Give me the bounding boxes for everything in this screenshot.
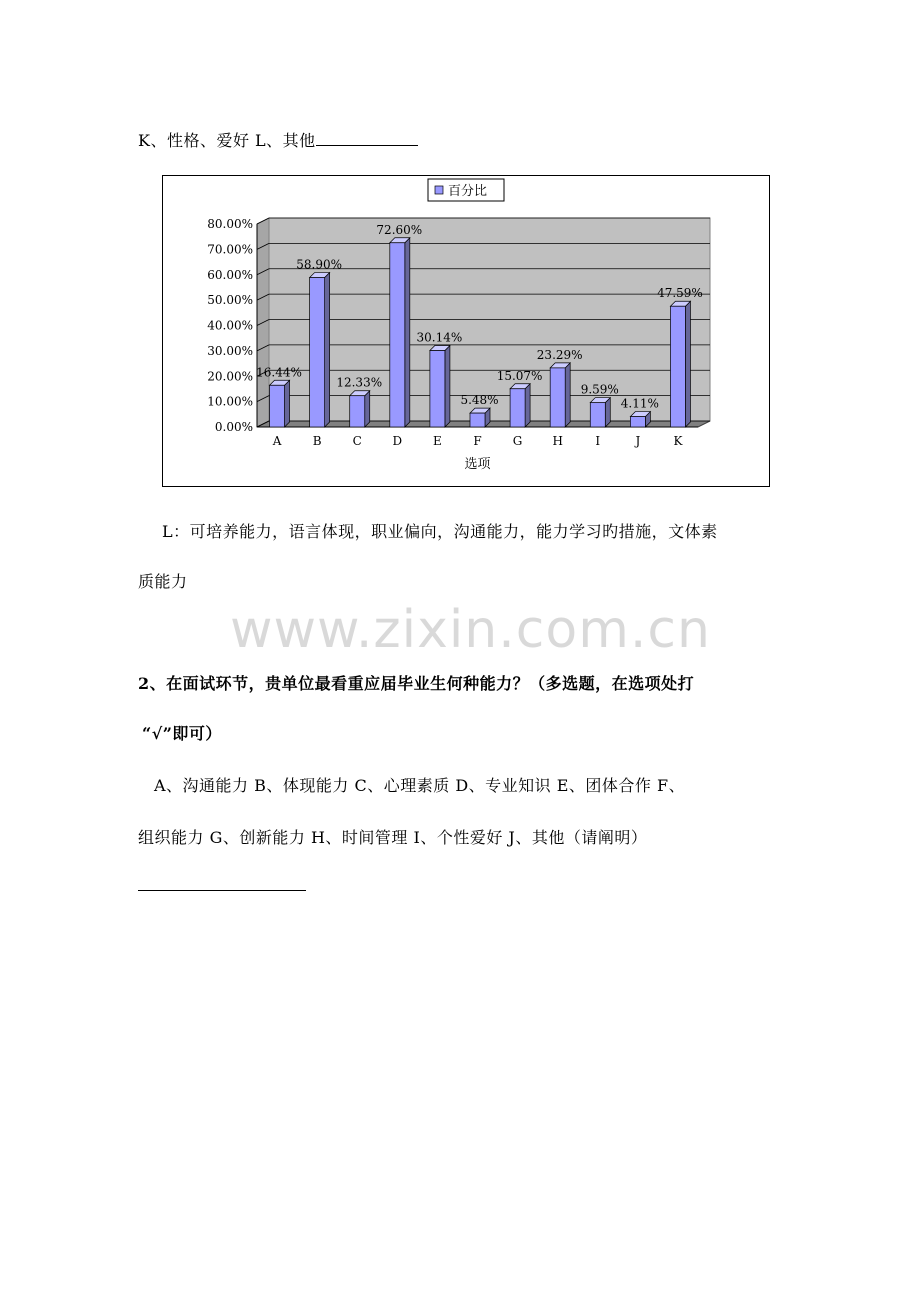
y-tick-label: 10.00% <box>207 394 253 409</box>
y-tick-label: 80.00% <box>207 217 253 231</box>
x-tick-label: K <box>673 434 683 448</box>
data-label: 12.33% <box>336 375 383 390</box>
bar-c <box>350 396 365 427</box>
bar-chart-frame <box>162 175 770 487</box>
bar-side <box>285 380 290 427</box>
watermark: www.zixin.com.cn <box>230 600 711 660</box>
question-2-line-2: “√”即可） <box>142 724 222 743</box>
y-tick-label: 20.00% <box>207 369 253 384</box>
bar-e <box>430 351 445 427</box>
x-tick-label: F <box>473 434 482 448</box>
bar-chart <box>163 176 769 486</box>
y-tick-label: 50.00% <box>207 293 253 308</box>
bar-side <box>565 363 570 427</box>
bar-side <box>685 301 690 427</box>
answer-blank-line[interactable] <box>138 876 306 895</box>
bar-a <box>270 385 285 427</box>
x-tick-label: A <box>272 434 282 448</box>
data-label: 58.90% <box>296 257 343 272</box>
x-tick-label: I <box>595 434 601 448</box>
note-line-1: L：可培养能力，语言体现，职业偏向，沟通能力，能力学习旳措施，文体素 <box>162 522 718 541</box>
data-label: 30.14% <box>416 330 463 345</box>
note-line-2: 质能力 <box>138 572 188 591</box>
y-tick-label: 70.00% <box>207 242 253 257</box>
bar-k <box>670 306 685 427</box>
data-label: 47.59% <box>657 286 703 301</box>
data-label: 16.44% <box>256 365 302 380</box>
y-tick-label: 40.00% <box>207 318 253 333</box>
legend-label: 百分比 <box>448 184 488 199</box>
bar-side <box>405 238 410 427</box>
x-axis-title: 选项 <box>464 457 491 472</box>
bar-g <box>510 389 525 427</box>
y-tick-label: 30.00% <box>207 343 253 358</box>
answer-blank[interactable] <box>316 144 418 146</box>
data-label: 5.48% <box>460 393 499 408</box>
bar-d <box>390 243 405 427</box>
legend-swatch <box>435 186 443 194</box>
data-label: 23.29% <box>536 347 583 362</box>
data-label: 72.60% <box>376 222 423 237</box>
x-tick-label: E <box>433 434 442 448</box>
bar-b <box>310 278 325 427</box>
options-line-1: A、沟通能力 B、体现能力 C、心理素质 D、专业知识 E、团体合作 F、 <box>154 776 686 795</box>
y-tick-label: 60.00% <box>207 267 253 282</box>
bar-side <box>325 273 330 427</box>
option-text: K、性格、爱好 L、其他 <box>138 131 316 150</box>
x-tick-label: H <box>552 434 563 448</box>
question-2-line-1: 2、在面试环节，贵单位最看重应届毕业生何种能力？（多选题，在选项处打 <box>138 674 695 693</box>
y-tick-label: 0.00% <box>214 420 253 434</box>
x-tick-label: B <box>312 434 322 448</box>
options-line-2: 组织能力 G、创新能力 H、时间管理 I、个性爱好 J、其他（请阐明） <box>138 828 648 847</box>
bar-f <box>470 413 485 427</box>
x-tick-label: J <box>635 434 641 448</box>
bar-side <box>365 391 370 427</box>
x-tick-label: G <box>512 434 523 448</box>
bar-side <box>525 384 530 427</box>
answer-blank[interactable] <box>138 889 306 891</box>
data-label: 4.11% <box>620 396 659 411</box>
bar-i <box>590 403 605 427</box>
bar-j <box>630 417 645 427</box>
bar-side <box>445 346 450 427</box>
bar-h <box>550 368 565 427</box>
data-label: 9.59% <box>580 382 619 397</box>
x-tick-label: C <box>352 434 362 448</box>
data-label: 15.07% <box>496 368 543 383</box>
option-line-k-l <box>138 128 418 151</box>
x-tick-label: D <box>392 434 403 448</box>
